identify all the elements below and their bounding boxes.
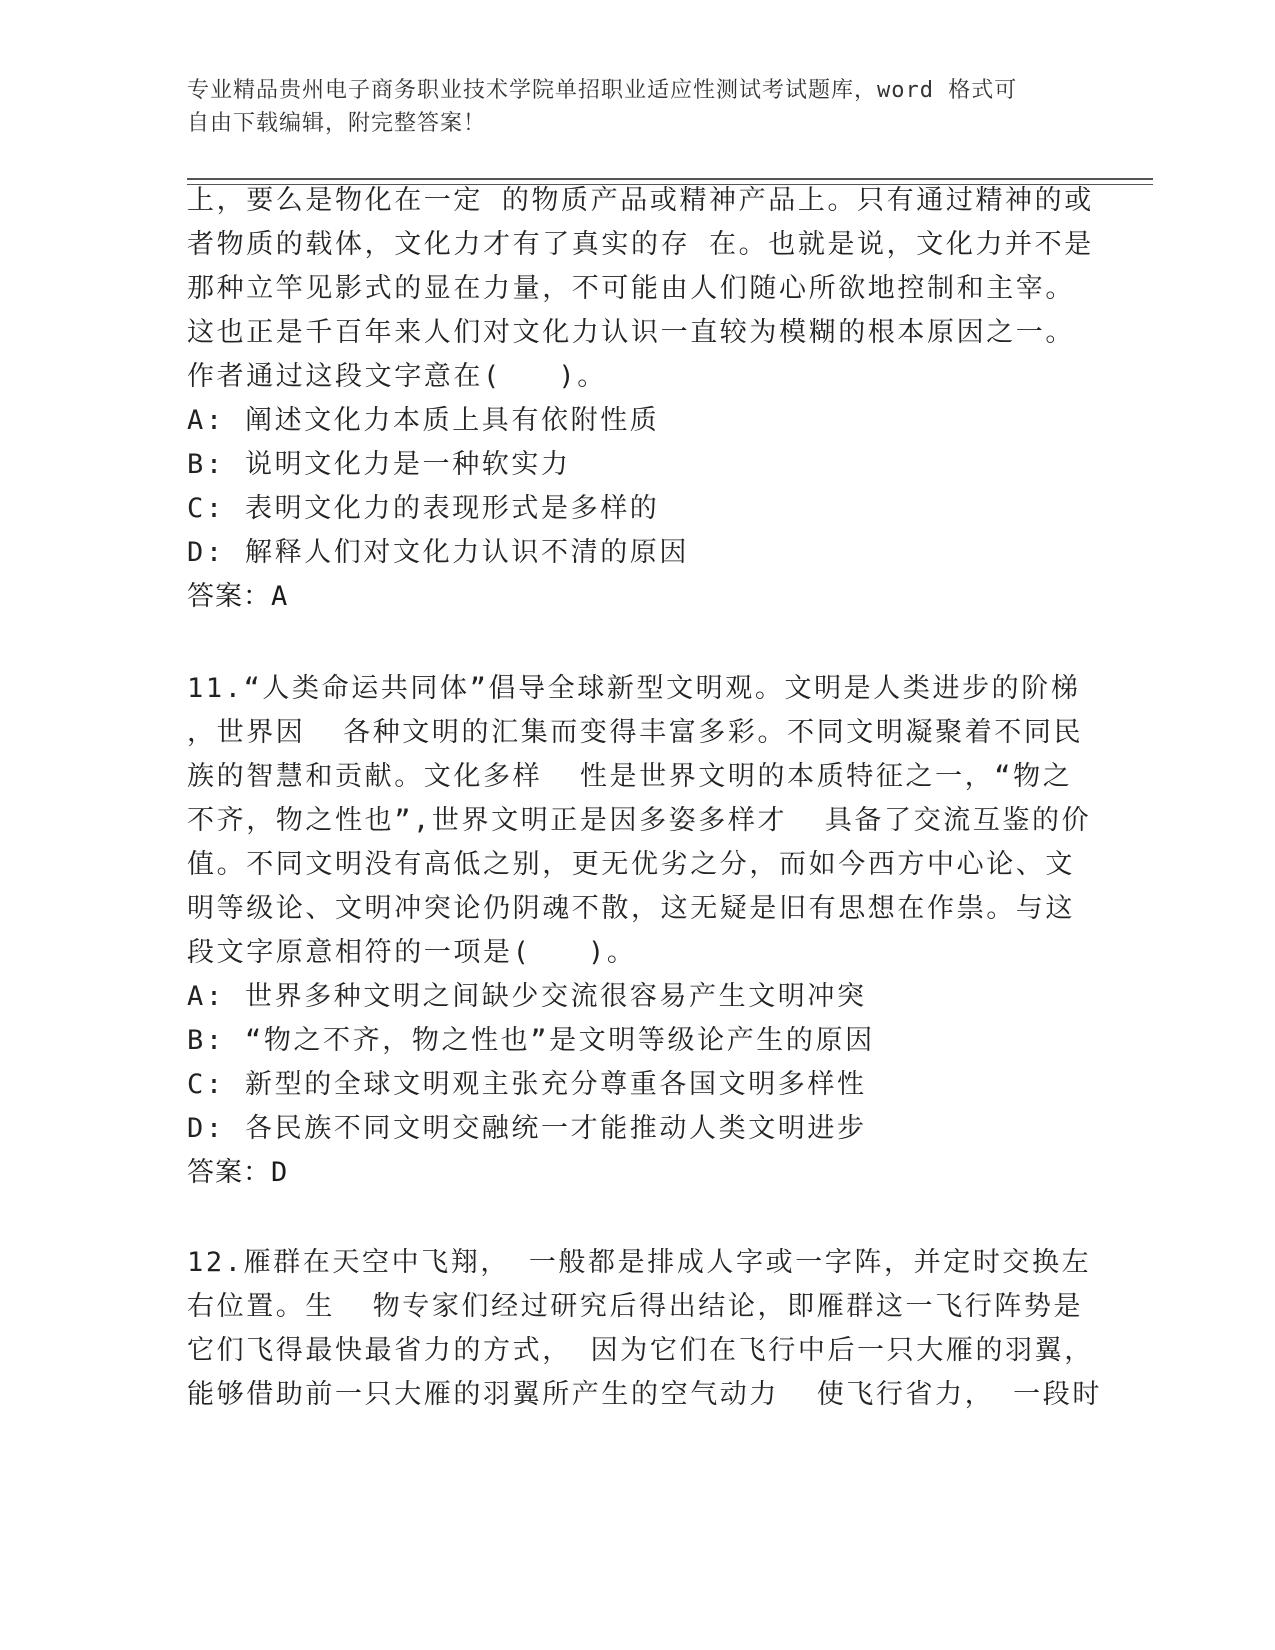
option-text: 表明文化力的表现形式是多样的 [245, 493, 660, 524]
question-11-option-b [187, 1024, 875, 1058]
question-10-answer: 答案：A [187, 581, 289, 612]
question-10-line-3: 那种立竿见影式的显在力量，不可能由人们随心所欲地控制和主宰。 [187, 273, 1075, 304]
question-12-line-2: 右位置。生 物专家们经过研究后得出结论，即雁群这一飞行阵势是 [187, 1291, 1084, 1322]
question-11-option-d [187, 1112, 867, 1146]
question-10-option-c [187, 492, 659, 526]
option-text: 各民族不同文明交融统一才能推动人类文明进步 [245, 1113, 867, 1144]
question-10-line-5: 作者通过这段文字意在( )。 [187, 361, 607, 392]
question-11-answer: 答案：D [187, 1157, 289, 1188]
option-text: 世界多种文明之间缺少交流很容易产生文明冲突 [245, 981, 867, 1012]
option-letter: C: [187, 1069, 225, 1100]
question-10-option-a [187, 404, 659, 438]
option-letter: D: [187, 1113, 225, 1144]
question-11-line-3: 族的智慧和贡献。文化多样 性是世界文明的本质特征之一，“物之 [187, 761, 1073, 792]
question-11-line-6: 明等级论、文明冲突论仍阴魂不散，这无疑是旧有思想在作祟。与这 [187, 893, 1075, 924]
option-text: 阐述文化力本质上具有依附性质 [245, 405, 660, 436]
question-12-line-1: 12.雁群在天空中飞翔， 一般都是排成人字或一字阵，并定时交换左 [187, 1247, 1092, 1278]
question-11-line-5: 值。不同文明没有高低之别，更无优劣之分，而如今西方中心论、文 [187, 849, 1075, 880]
question-12-line-4: 能够借助前一只大雁的羽翼所产生的空气动力 使飞行省力， 一段时 [187, 1379, 1102, 1410]
option-text: 解释人们对文化力认识不清的原因 [245, 537, 689, 568]
header-line-2: 自由下载编辑，附完整答案！ [187, 111, 487, 136]
page-header [187, 74, 1087, 140]
question-12-line-3: 它们飞得最快最省力的方式， 因为它们在飞行中后一只大雁的羽翼， [187, 1335, 1094, 1366]
option-letter: A: [187, 981, 225, 1012]
header-line-1: 专业精品贵州电子商务职业技术学院单招职业适应性测试考试题库，word 格式可 [187, 78, 1018, 103]
question-11-line-4: 不齐，物之性也”,世界文明正是因多姿多样才 具备了交流互鉴的价 [187, 805, 1092, 836]
option-letter: D: [187, 537, 225, 568]
header-divider-thick [187, 178, 1153, 180]
question-10-option-b [187, 448, 571, 482]
option-letter: B: [187, 1025, 225, 1056]
option-letter: A: [187, 405, 225, 436]
option-text: 新型的全球文明观主张充分尊重各国文明多样性 [245, 1069, 867, 1100]
option-text: “物之不齐，物之性也”是文明等级论产生的原因 [245, 1025, 875, 1056]
question-10-line-1: 上，要么是物化在一定 的物质产品或精神产品上。只有通过精神的或 [187, 185, 1094, 216]
question-11-line-1: 11.“人类命运共同体”倡导全球新型文明观。文明是人类进步的阶梯 [187, 673, 1081, 704]
option-text: 说明文化力是一种软实力 [245, 449, 571, 480]
option-letter: C: [187, 493, 225, 524]
question-11-line-7: 段文字原意相符的一项是( )。 [187, 937, 637, 968]
question-10-line-4: 这也正是千百年来人们对文化力认识一直较为模糊的根本原因之一。 [187, 317, 1075, 348]
question-11-line-2: ，世界因 各种文明的汇集而变得丰富多彩。不同文明凝聚着不同民 [187, 717, 1084, 748]
question-11-option-a [187, 980, 867, 1014]
question-11-option-c [187, 1068, 867, 1102]
question-10-line-2: 者物质的载体，文化力才有了真实的存 在。也就是说，文化力并不是 [187, 229, 1094, 260]
option-letter: B: [187, 449, 225, 480]
question-10-option-d [187, 536, 689, 570]
